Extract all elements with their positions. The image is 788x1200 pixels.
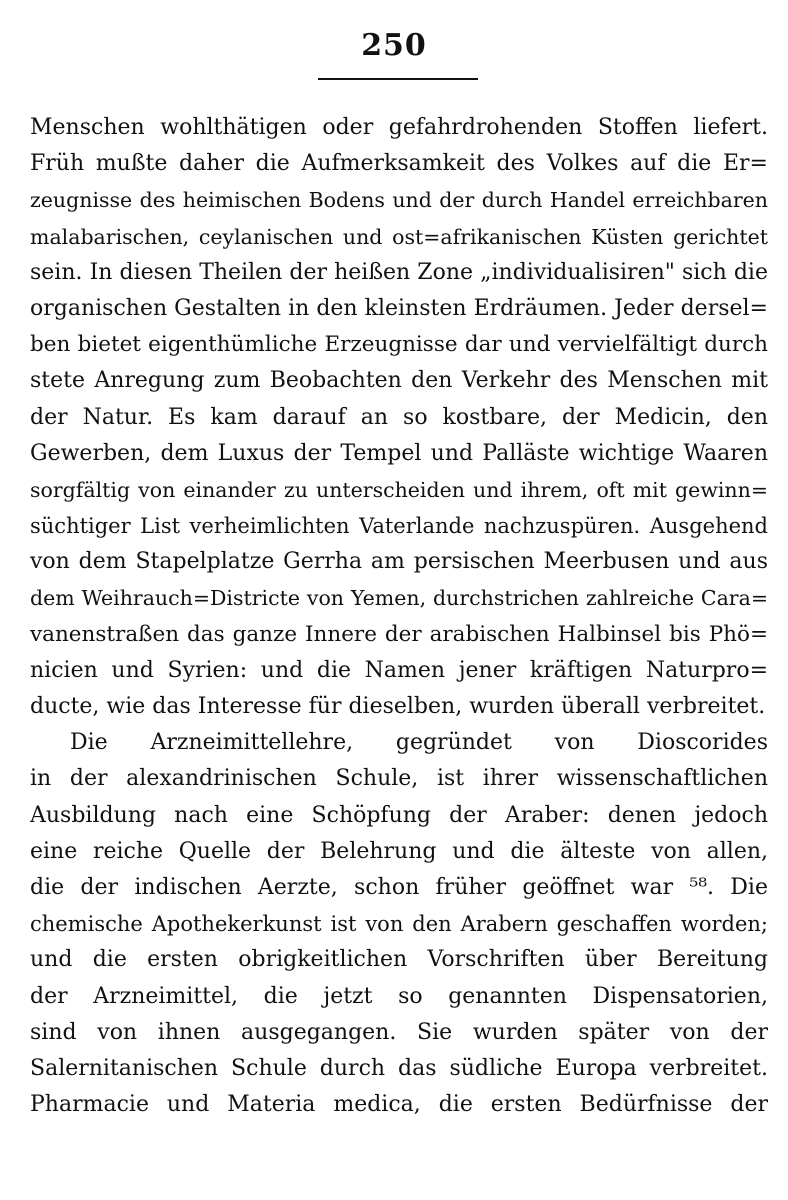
header-rule (318, 78, 478, 80)
text-line: eine reiche Quelle der Belehrung und die älteste von allen, (30, 838, 768, 864)
text-line: malabarischen, ceylanischen und ost=afrikanischen Küsten gerichtet (30, 224, 768, 249)
text-line: in der alexandrinischen Schule, ist ihrer wissenschaftlichen (30, 766, 768, 792)
text-line: Gewerben, dem Luxus der Tempel und Palläste wichtige Waaren (30, 440, 768, 466)
text-line: dem Weihrauch=Districte von Yemen, durchstrichen zahlreiche Cara= (30, 586, 768, 611)
text-line: sein. In diesen Theilen der heißen Zone „individualisiren" sich die (30, 259, 768, 285)
text-line: Ausbildung nach eine Schöpfung der Araber: denen jedoch (30, 802, 768, 828)
body-text (30, 110, 768, 1123)
text-line: sorgfältig von einander zu unterscheiden und ihrem, oft mit gewinn= (30, 477, 768, 502)
text-line: zeugnisse des heimischen Bodens und der durch Handel erreichbaren (30, 188, 768, 213)
text-line: Pharmacie und Materia medica, die ersten Bedürfnisse der (30, 1092, 768, 1118)
text-line: Früh mußte daher die Aufmerksamkeit des Volkes auf die Er= (30, 151, 768, 177)
text-line: ducte, wie das Interesse für dieselben, wurden überall verbreitet. (30, 694, 766, 719)
text-line: süchtiger List verheimlichten Vaterlande nachzuspüren. Ausgehend (30, 514, 768, 539)
text-line: organischen Gestalten in den kleinsten Erdräumen. Jeder dersel= (30, 295, 768, 321)
text-line: der Natur. Es kam darauf an so kostbare, der Medicin, den (30, 404, 768, 430)
text-line: von dem Stapelplatze Gerrha am persischen Meerbusen und aus (30, 549, 768, 575)
text-line: Salernitanischen Schule durch das südliche Europa verbreitet. (30, 1055, 768, 1081)
text-line: vanenstraßen das ganze Innere der arabischen Halbinsel bis Phö= (30, 621, 768, 647)
text-line: Menschen wohlthätigen oder gefahrdrohenden Stoffen liefert. (30, 115, 768, 140)
text-line: nicien und Syrien: und die Namen jener kräftigen Naturpro= (30, 657, 768, 683)
text-line: stete Anregung zum Beobachten den Verkehr des Menschen mit (30, 368, 768, 394)
text-line: ben bietet eigenthümliche Erzeugnisse dar und vervielfältigt durch (30, 332, 768, 358)
text-line: der Arzneimittel, die jetzt so genannten Dispensatorien, (30, 983, 768, 1009)
text-line: Die Arzneimittellehre, gegründet von Dioscorides (70, 730, 768, 756)
page-number: 250 (361, 28, 427, 63)
text-line: sind von ihnen ausgegangen. Sie wurden später von der (30, 1019, 768, 1045)
text-line: die der indischen Aerzte, schon früher geöffnet war ⁵⁸. Die (30, 874, 768, 900)
text-line: und die ersten obrigkeitlichen Vorschriften über Bereitung (30, 947, 768, 973)
text-line: chemische Apothekerkunst ist von den Arabern geschaffen worden; (30, 912, 768, 937)
